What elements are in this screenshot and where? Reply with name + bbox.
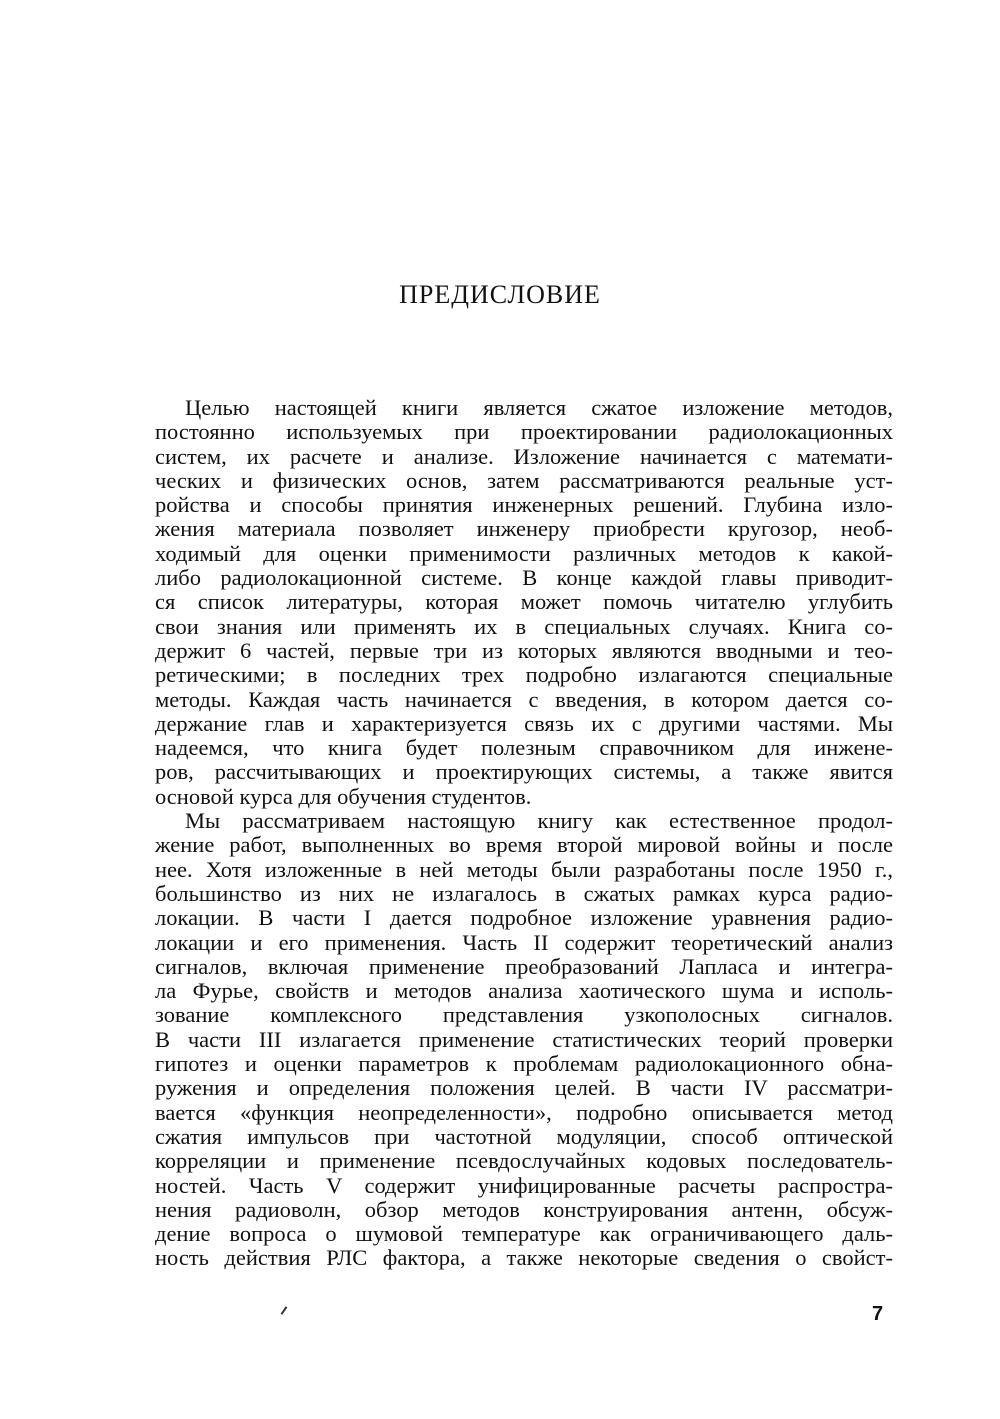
text-line: жения материала позволяет инженеру приобрести кругозор, необ- [155, 516, 893, 542]
text-line: основой курса для обучения студентов. [155, 783, 532, 809]
text-line: жение работ, выполненных во время второй мировой войны и после [155, 832, 893, 858]
text-line: сжатия импульсов при частотной модуляции, способ оптической [155, 1123, 893, 1149]
text-line: зование комплексного представления узкополосных сигналов. [155, 1002, 893, 1028]
text-line: большинство из них не излагалось в сжатых рамках курса радио- [155, 880, 893, 906]
text-line: ческих и физических основ, затем рассматриваются реальные уст- [155, 467, 893, 493]
text-line: постоянно используемых при проектировании радиолокационных [155, 419, 893, 445]
text-line: держание глав и характеризуется связь их с другими частями. Мы [155, 710, 893, 736]
text-line: ружения и определения положения целей. В части IV рассматри- [155, 1075, 893, 1101]
text-line: нее. Хотя изложенные в ней методы были разработаны после 1950 г., [155, 856, 893, 882]
text-line: сигналов, включая применение преобразований Лапласа и интегра- [155, 953, 893, 979]
text-line: свои знания или применять их в специальных случаях. Книга со- [155, 613, 893, 639]
text-line: нения радиоволн, обзор методов конструирования антенн, обсуж- [155, 1196, 893, 1222]
text-line: Целью настоящей книги является сжатое изложение методов, [185, 395, 893, 420]
print-mark [281, 1306, 288, 1315]
text-line: ретическими; в последних трех подробно излагаются специальные [155, 662, 893, 688]
paragraph-1 [155, 396, 893, 809]
text-line: методы. Каждая часть начинается с введения, в котором дается со- [155, 686, 893, 712]
text-line: держит 6 частей, первые три из которых являются вводными и тео- [155, 637, 893, 663]
paragraph-2 [155, 809, 893, 1271]
text-line: надеемся, что книга будет полезным справочником для инжене- [155, 735, 893, 761]
text-line: гипотез и оценки параметров к проблемам радиолокационного обна- [155, 1051, 893, 1077]
body-text [155, 396, 893, 1271]
page-title: ПРЕДИСЛОВИЕ [399, 280, 601, 309]
text-line: либо радиолокационной системе. В конце каждой главы приводит- [155, 565, 893, 591]
text-line: ностей. Часть V содержит унифицированные расчеты распростра- [155, 1172, 893, 1198]
text-line: ся список литературы, которая может помочь читателю углубить [155, 589, 893, 615]
text-line: систем, их расчете и анализе. Изложение начинается с математи- [155, 443, 893, 469]
text-line: локации. В части I дается подробное изложение уравнения радио- [155, 905, 893, 931]
text-line: вается «функция неопределенности», подробно описывается метод [155, 1099, 893, 1125]
text-line: локации и его применения. Часть II содержит теоретический анализ [155, 929, 893, 955]
text-line: ройства и способы принятия инженерных решений. Глубина изло- [155, 492, 893, 518]
text-line: В части III излагается применение статистических теорий проверки [155, 1026, 893, 1052]
text-line: ла Фурье, свойств и методов анализа хаотического шума и исполь- [155, 978, 893, 1004]
text-line: Мы рассматриваем настоящую книгу как естественное продол- [185, 808, 893, 834]
text-line: корреляции и применение псевдослучайных кодовых последователь- [155, 1148, 893, 1174]
text-line: ходимый для оценки применимости различных методов к какой- [155, 540, 893, 566]
text-line: ность действия РЛС фактора, а также некоторые сведения о свойст- [155, 1245, 893, 1271]
page-number: 7 [872, 1303, 884, 1325]
text-line: дение вопроса о шумовой температуре как ограничивающего даль- [155, 1221, 893, 1247]
text-line: ров, рассчитывающих и проектирующих системы, а также явится [155, 759, 893, 785]
